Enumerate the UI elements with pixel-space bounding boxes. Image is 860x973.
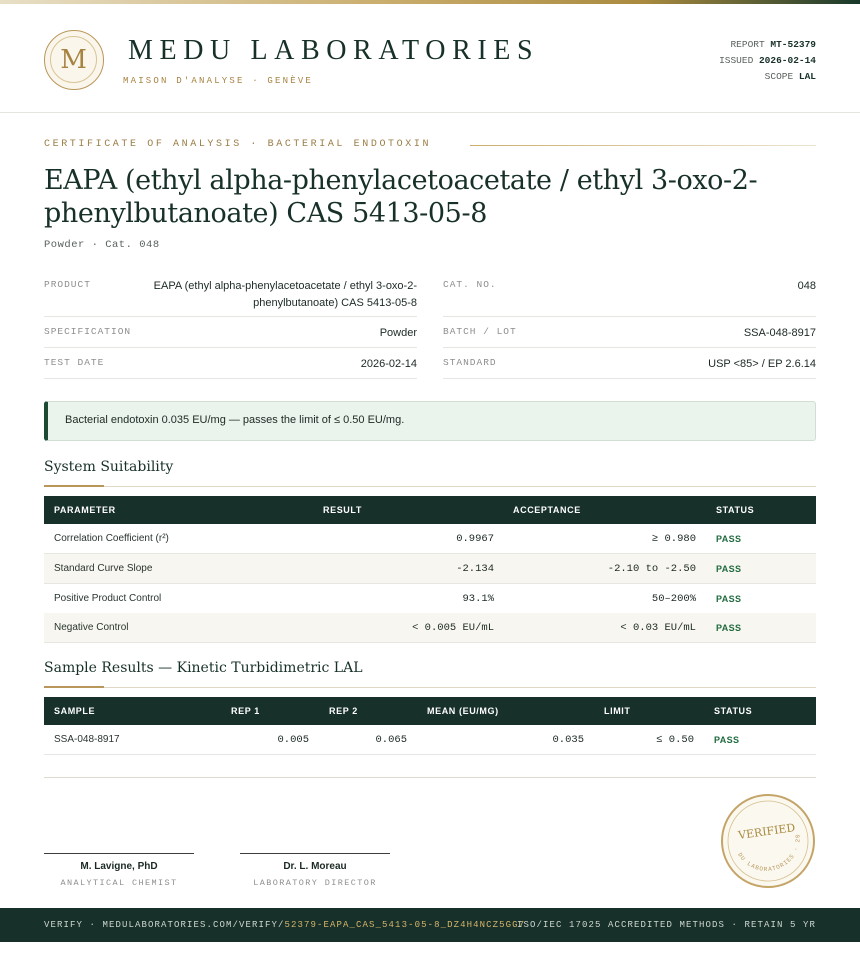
parameter-cell: Negative Control: [54, 622, 129, 633]
table-row: [44, 554, 816, 584]
header-divider: [0, 112, 860, 113]
issued-date: ISSUED 2026-02-14: [719, 55, 816, 66]
table-row: [44, 613, 816, 643]
table-row: [44, 725, 816, 755]
section-title-samples: Sample Results — Kinetic Turbidimetric LAL: [44, 660, 363, 676]
parameter-cell: Standard Curve Slope: [54, 563, 153, 574]
section-accent: [44, 485, 104, 487]
table-row: [44, 524, 816, 554]
signature-line: [44, 853, 194, 854]
document-type: CERTIFICATE OF ANALYSIS · BACTERIAL ENDOTOXIN: [44, 139, 432, 150]
signatory-name: Dr. L. Moreau: [283, 861, 347, 872]
content-end-divider: [44, 777, 816, 778]
result-cell: -2.134: [456, 563, 494, 575]
seal-ring-text: MEDU LABORATORIES · 2026: [736, 833, 802, 873]
signatory-role: ANALYTICAL CHEMIST: [60, 878, 178, 888]
column-header: ACCEPTANCE: [513, 505, 581, 515]
result-banner-text: Bacterial endotoxin 0.035 EU/mg — passes the limit of ≤ 0.50 EU/mg.: [65, 414, 405, 426]
info-label: TEST DATE: [44, 357, 105, 368]
result-cell: 93.1%: [462, 593, 494, 605]
column-header: STATUS: [716, 505, 755, 515]
acceptance-cell: 50–200%: [651, 593, 696, 605]
rep1-cell: 0.005: [277, 734, 309, 746]
status-badge: PASS: [716, 623, 742, 633]
samples-table-header: [44, 697, 816, 725]
verify-text: [44, 920, 525, 930]
column-header: LIMIT: [604, 706, 631, 716]
info-test-date: [44, 348, 417, 379]
logo-monogram: M: [50, 36, 97, 83]
status-badge: PASS: [716, 594, 742, 604]
lab-logo: [44, 30, 104, 90]
info-standard: [443, 348, 816, 379]
status-badge: PASS: [714, 735, 740, 745]
info-product: [44, 276, 417, 317]
seal-main-text: VERIFIED: [737, 821, 797, 843]
suitability-table-header: [44, 496, 816, 524]
mean-cell: 0.035: [552, 734, 584, 746]
section-title-suitability: System Suitability: [44, 459, 174, 475]
result-cell: 0.9967: [456, 533, 494, 545]
report-meta: [719, 37, 816, 85]
column-header: RESULT: [323, 505, 362, 515]
footer-bar: [0, 908, 860, 942]
column-header: REP 1: [231, 706, 260, 716]
info-value: SSA-048-8917: [743, 327, 816, 339]
result-banner: [44, 401, 816, 441]
signatory-role: LABORATORY DIRECTOR: [253, 878, 377, 888]
section-divider: [44, 687, 816, 688]
verify-link[interactable]: 52379-EAPA_CAS_5413-05-8_DZ4H4NCZ5GG7: [284, 920, 526, 930]
brand-name: MEDU LABORATORIES: [128, 35, 540, 66]
report-number: REPORT MT-52379: [730, 39, 816, 50]
status-badge: PASS: [716, 564, 742, 574]
info-value: 048: [797, 280, 816, 292]
info-value: Powder: [379, 327, 417, 339]
signature-line: [240, 853, 390, 854]
rep2-cell: 0.065: [375, 734, 407, 746]
eyebrow-divider: [470, 145, 816, 146]
info-label: SPECIFICATION: [44, 326, 132, 337]
info-specification: [44, 317, 417, 348]
accreditation-text: ISO/IEC 17025 ACCREDITED METHODS · RETAIN 5 YR: [516, 920, 816, 930]
info-value: 2026-02-14: [360, 358, 417, 370]
info-label: BATCH / LOT: [443, 326, 517, 337]
page-title: EAPA (ethyl alpha-phenylacetoacetate / ethyl 3-oxo-2-phenylbutanoate) CAS 5413-05-8: [44, 165, 758, 229]
verify-prefix: VERIFY · MEDULABORATORIES.COM/VERIFY/: [44, 920, 285, 930]
status-badge: PASS: [716, 534, 742, 544]
info-value: EAPA (ethyl alpha-phenylacetoacetate / ethyl 3-oxo-2-phenylbutanoate) CAS 5413-05-8: [153, 280, 417, 309]
limit-cell: ≤ 0.50: [656, 734, 694, 746]
section-divider: [44, 486, 816, 487]
info-label: CAT. NO.: [443, 279, 497, 290]
column-header: REP 2: [329, 706, 358, 716]
column-header: SAMPLE: [54, 706, 96, 716]
parameter-cell: Positive Product Control: [54, 593, 162, 604]
info-label: PRODUCT: [44, 279, 91, 290]
brand-tagline: MAISON D'ANALYSE · GENÈVE: [123, 76, 314, 86]
top-accent-bar: [0, 0, 860, 4]
parameter-cell: Correlation Coefficient (r²): [54, 533, 169, 544]
verified-seal: [720, 793, 816, 889]
product-subline: Powder · Cat. 048: [44, 239, 160, 251]
acceptance-cell: -2.10 to -2.50: [607, 563, 696, 575]
signatory-name: M. Lavigne, PhD: [80, 861, 158, 872]
result-cell: < 0.005 EU/mL: [412, 622, 494, 634]
info-cat-no: [443, 276, 816, 317]
scope: SCOPE LAL: [764, 71, 816, 82]
column-header: STATUS: [714, 706, 753, 716]
column-header: MEAN (EU/MG): [427, 706, 499, 716]
acceptance-cell: < 0.03 EU/mL: [620, 622, 696, 634]
sample-cell: SSA-048-8917: [54, 734, 120, 745]
column-header: PARAMETER: [54, 505, 116, 515]
info-batch-lot: [443, 317, 816, 348]
info-label: STANDARD: [443, 357, 497, 368]
section-accent: [44, 686, 104, 688]
acceptance-cell: ≥ 0.980: [651, 533, 696, 545]
info-value: USP <85> / EP 2.6.14: [708, 358, 816, 370]
table-row: [44, 584, 816, 614]
